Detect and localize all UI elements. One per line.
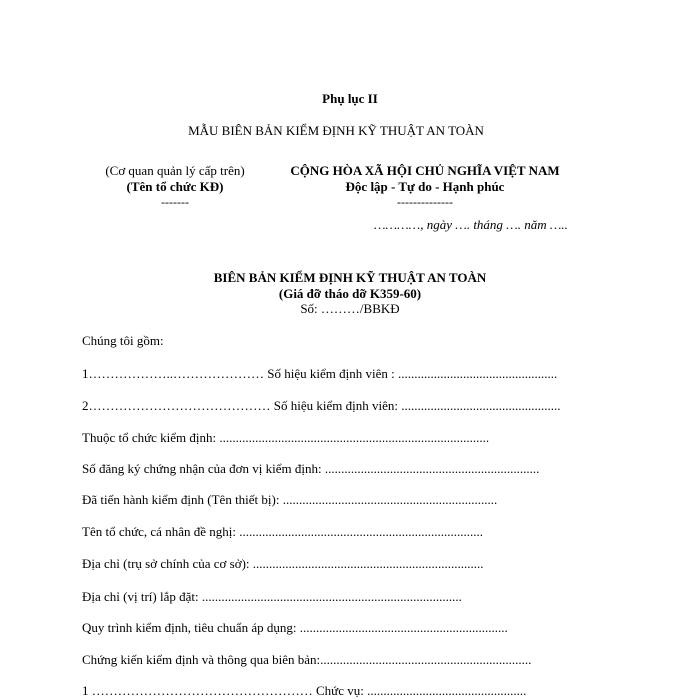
form-line-organization: Thuộc tổ chức kiểm định: ...................................................................................	[82, 430, 490, 445]
org-name-label: (Tên tổ chức KĐ)	[126, 179, 224, 194]
country-name: CỘNG HÒA XÃ HỘI CHỦ NGHĨA VIỆT NAM	[290, 163, 560, 178]
form-line-procedure: Quy trình kiểm định, tiêu chuẩn áp dụng: ................................................................	[82, 620, 508, 635]
form-line-inspector-2: 2…………………………………… Số hiệu kiểm định viên: .................................................	[82, 398, 561, 413]
report-number: Số: ………/BBKĐ	[300, 301, 400, 316]
form-line-witness: Chứng kiến kiểm định và thông qua biên bản:.................................................................	[82, 652, 532, 667]
form-title: MẪU BIÊN BẢN KIỂM ĐỊNH KỸ THUẬT AN TOÀN	[188, 123, 484, 138]
form-line-registration: Số đăng ký chứng nhận của đơn vị kiểm định: ..................................................................	[82, 461, 540, 476]
form-line-equipment: Đã tiến hành kiểm định (Tên thiết bị): ..................................................................	[82, 492, 498, 507]
left-divider: -------	[161, 195, 189, 209]
form-line-install-location: Địa chỉ (vị trí) lắp đặt: ................................................................................	[82, 589, 462, 604]
form-line-inspector-1: 1………………..………………… Số hiệu kiểm định viên : .................................................	[82, 366, 558, 381]
report-title: BIÊN BẢN KIỂM ĐỊNH KỸ THUẬT AN TOÀN	[213, 270, 487, 285]
intro-text: Chúng tôi gồm:	[82, 333, 164, 348]
form-line-witness-1: 1 …………………………………………… Chức vụ: .................................................	[82, 683, 527, 698]
report-subtitle: (Giá đỡ tháo dỡ K359-60)	[278, 286, 422, 301]
right-divider: --------------	[397, 195, 453, 209]
date-line: …………, ngày …. tháng …. năm …..	[374, 217, 568, 232]
appendix-label: Phụ lục II	[322, 91, 378, 106]
agency-label: (Cơ quan quản lý cấp trên)	[105, 163, 245, 178]
form-line-address: Địa chỉ (trụ sở chính của cơ sở): .......................................................................	[82, 556, 484, 571]
national-motto: Độc lập - Tự do - Hạnh phúc	[345, 179, 505, 194]
form-line-requester: Tên tổ chức, cá nhân đề nghị: ...........................................................................	[82, 524, 483, 539]
